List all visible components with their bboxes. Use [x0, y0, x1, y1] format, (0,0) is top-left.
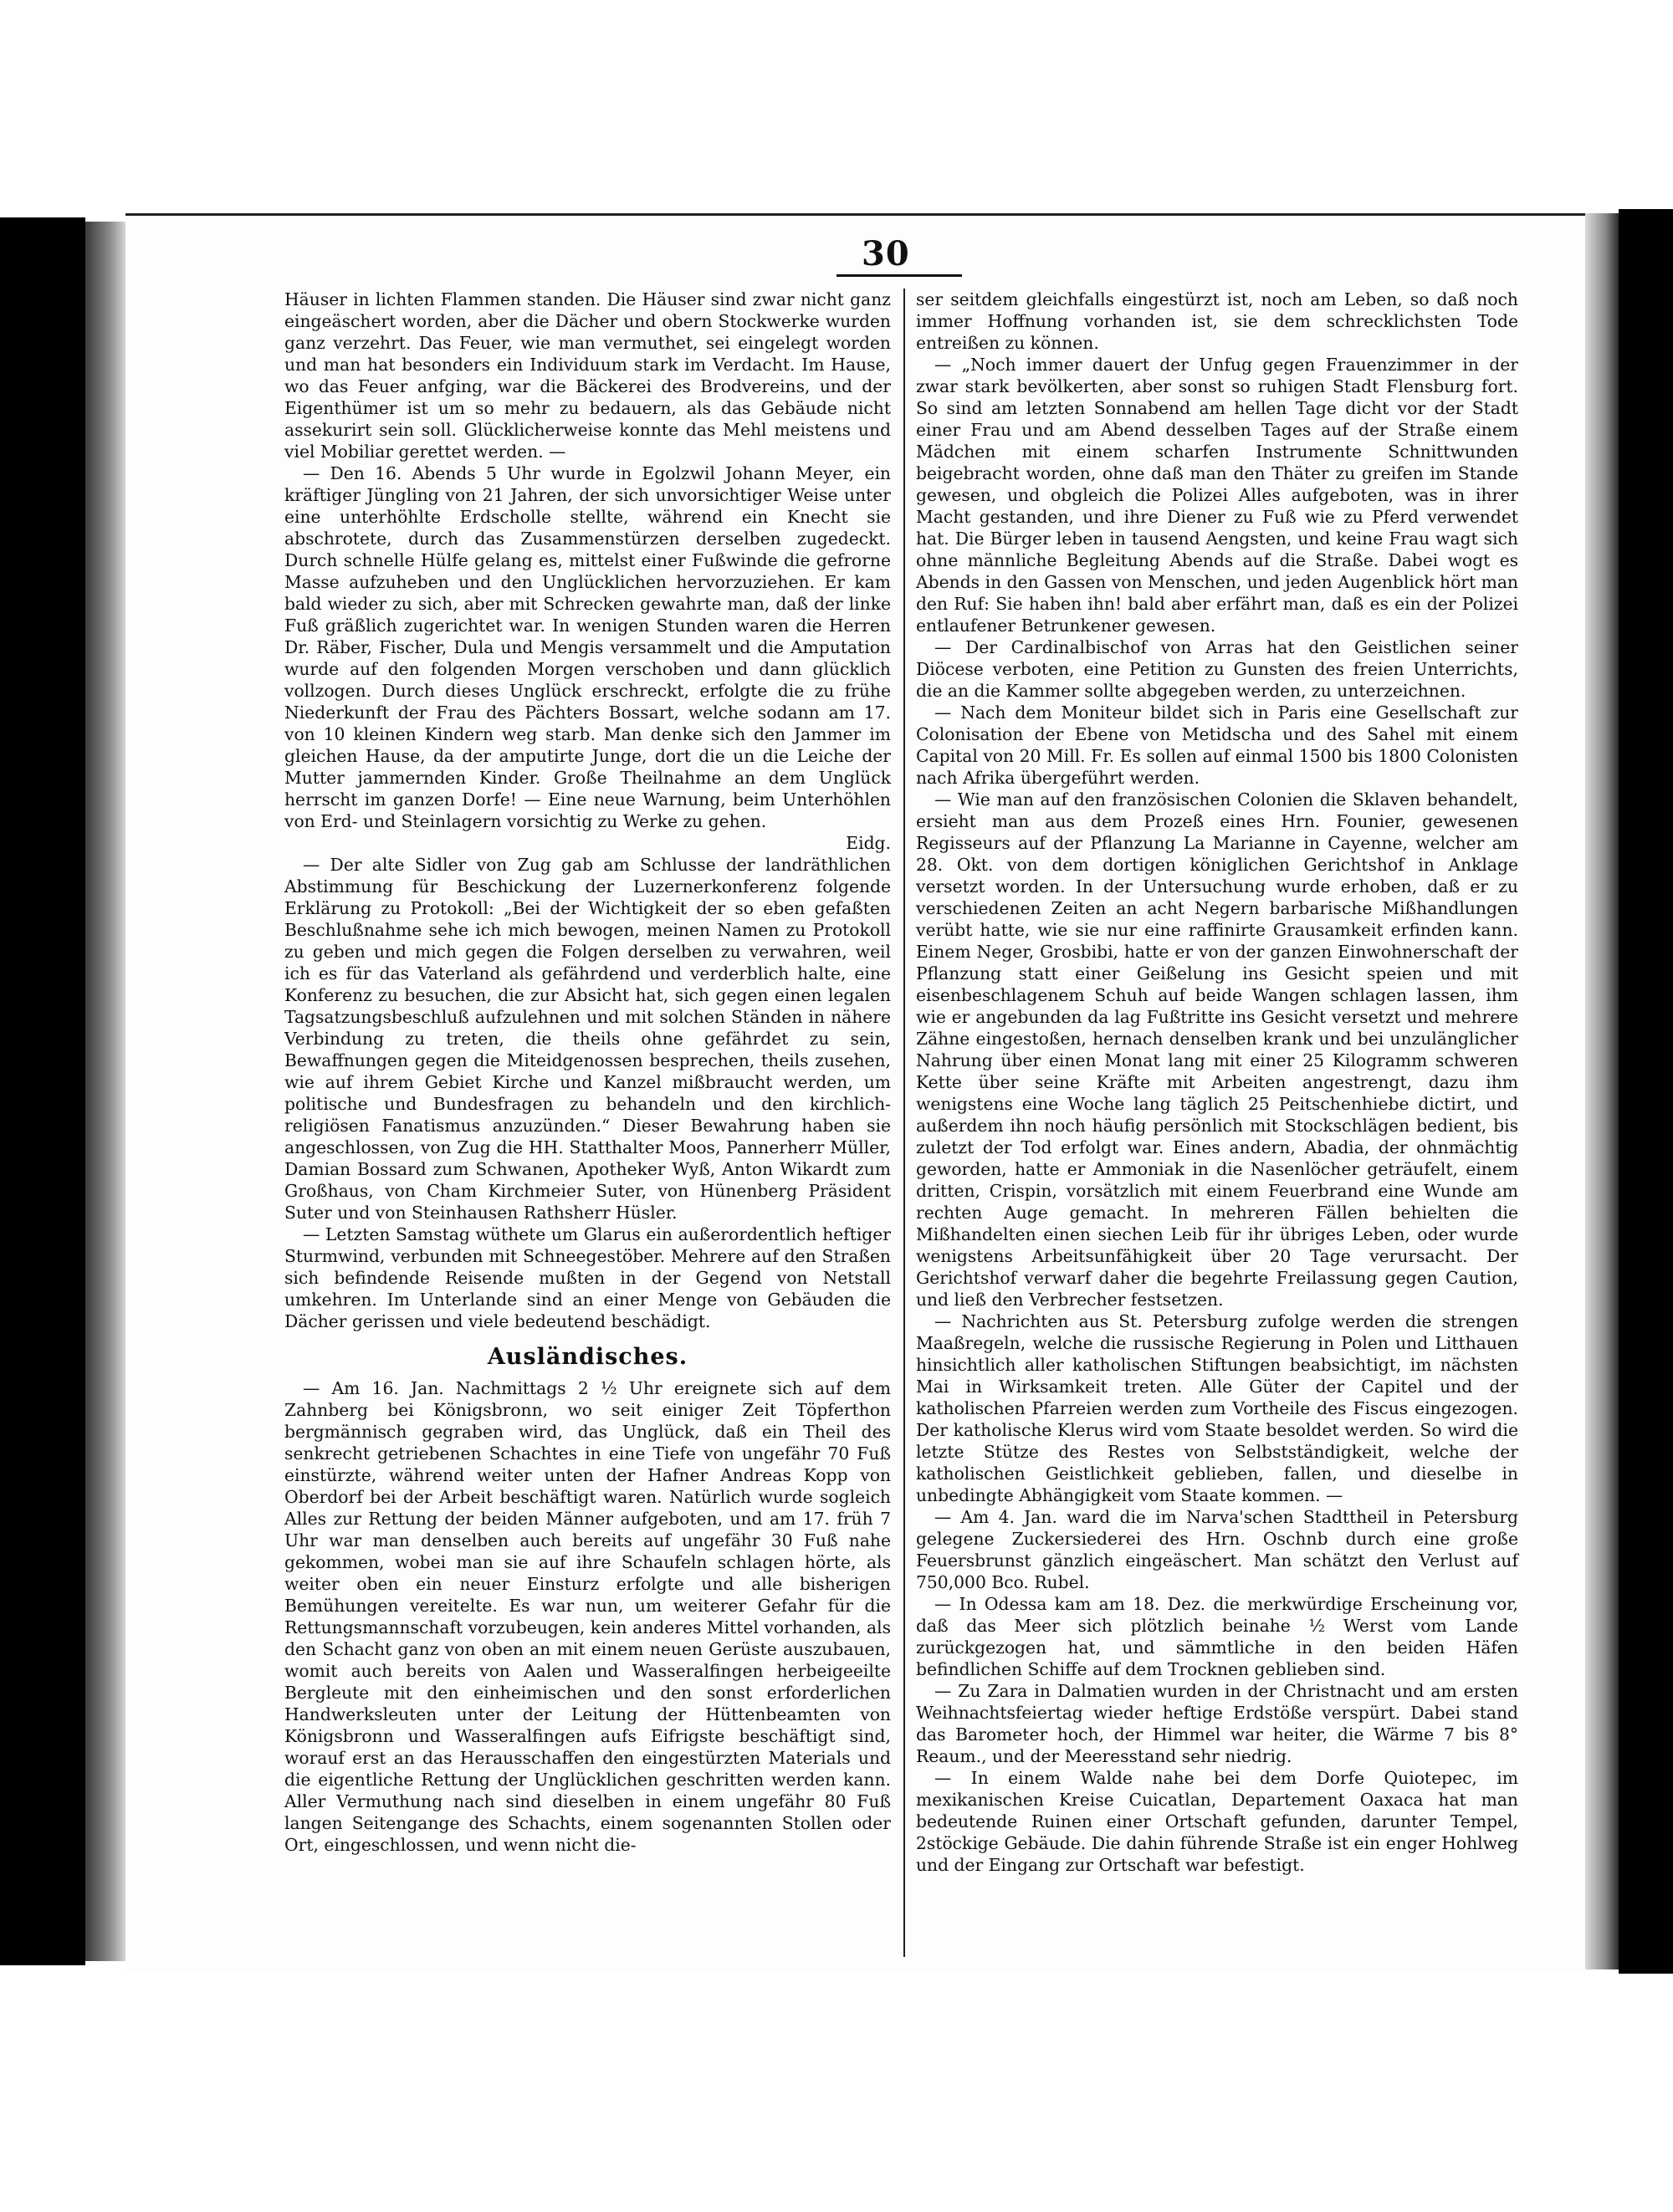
article-signature: Eidg.: [846, 833, 891, 853]
column-divider: [903, 289, 905, 1957]
article-odessa-sea: — In Odessa kam am 18. Dez. die merkwürdige Erscheinung vor, daß das Meer sich plötzlich beinahe ½ Werst vom Lande zurückgezogen hat, und sämmtliche in den beiden Häfen befindlichen Schiffe auf dem Trocknen geblieben sind.: [916, 1594, 1518, 1679]
article-egolzwil-text: — Den 16. Abends 5 Uhr wurde in Egolzwil Johann Meyer, ein kräftiger Jüngling von 21 Jahren, der sich unvorsichtiger Weise unter eine unterhöhlte Erdscholle stellte, während ein Knecht sie abschrotete, durch das Zusammenstürzen derselben zugedeckt. Durch schnelle Hülfe gelang es, mittelst einer Fußwinde die gefrorne Masse aufzuheben und den Unglücklichen hervorzuziehen. Er kam bald wieder zu sich, aber mit Schrecken gewahrte man, daß der linke Fuß gräßlich zugerichtet war. In wenigen Stunden waren die Herren Dr. Räber, Fischer, Dula und Mengis versammelt und die Amputation wurde auf den folgenden Morgen verschoben und dann glücklich vollzogen. Durch dieses Unglück erschreckt, erfolgte die zu frühe Niederkunft der Frau des Pächters Bossart, welche sodann am 17. von 10 kleinen Kindern weg starb. Man denke sich den Jammer im gleichen Hause, da der amputirte Junge, dort die un die Leiche der Mutter jammernden Kinder. Große Theilnahme an dem Unglück herrscht im ganzen Dorfe! — Eine neue Warnung, beim Unterhöhlen von Erd- und Steinlagern vorsichtig zu Werke zu gehen.: [284, 463, 891, 831]
article-petersburg-catholic: — Nachrichten aus St. Petersburg zufolge werden die strengen Maaßregeln, welche die russische Regierung in Polen und Litthauen hinsichtlich aller katholischen Stiftungen beabsichtigt, im nächsten Mai in Wirksamkeit treten. Alle Güter der Capitel und der katholischen Pfarreien werden zum Vortheile des Fiscus eingezogen. Der katholische Klerus wird vom Staate besoldet werden. So wird die letzte Stütze des Restes von Selbstständigkeit, welche der katholischen Geistlichkeit geblieben, fallen, und dieselbe in unbedingte Abhängigkeit vom Staate kommen. —: [916, 1311, 1518, 1505]
article-petersburg-fire: — Am 4. Jan. ward die im Narva'schen Stadttheil in Petersburg gelegene Zuckersiederei des Hrn. Oschnb durch eine große Feuersbrunst gänzlich eingeäschert. Man schätzt den Verlust auf 750,000 Bco. Rubel.: [916, 1507, 1518, 1592]
article-zara-earthquake: — Zu Zara in Dalmatien wurden in der Christnacht und am ersten Weihnachtsfeiertag wieder heftige Erdstöße verspürt. Dabei stand das Barometer hoch, der Himmel war heiter, die Wärme 7 bis 8° Reaum., und der Meeresstand sehr niedrig.: [916, 1681, 1518, 1766]
article-fire-continued: Häuser in lichten Flammen standen. Die Häuser sind zwar nicht ganz eingeäschert worden, aber die Dächer und obern Stockwerke wurden ganz verzehrt. Das Feuer, wie man vermuthet, sei eingelegt worden und man hat besonders ein Individuum stark im Verdacht. Im Hause, wo das Feuer anfging, war die Bäckerei des Brodvereins, und der Eigenthümer ist um so mehr zu bedauern, als das Gebäude nicht assekurirt sein soll. Glücklicherweise konnte das Mehl meistens und viel Mobiliar gerettet werden. —: [284, 289, 891, 462]
article-koenigsbronn-mine: — Am 16. Jan. Nachmittags 2 ½ Uhr ereignete sich auf dem Zahnberg bei Königsbronn, wo seit einiger Zeit Töpferthon bergmännisch gegraben wird, das Unglück, daß ein Theil des senkrecht getriebenen Schachtes in eine Tiefe von ungefähr 70 Fuß einstürzte, während weiter unten der Hafner Andreas Kopp von Oberdorf bei der Arbeit beschäftigt waren. Natürlich wurde sogleich Alles zur Rettung der beiden Männer aufgeboten, und am 17. früh 7 Uhr war man denselben auch bereits auf ungefähr 30 Fuß nahe gekommen, wobei man sie auf ihre Schaufeln schlagen hörte, als weiter oben ein neuer Einsturz erfolgte und alle bisherigen Bemühungen vereitelte. Es war nun, um weiterer Gefahr für die Rettungsmannschaft vorzubeugen, kein anderes Mittel vorhanden, als den Schacht ganz von oben an mit einem neuen Gerüste auszubauen, womit auch bereits von Aalen und Wasseralfingen herbeigeeilte Bergleute mit den einheimischen und den sonst erforderlichen Handwerksleuten unter der Leitung der Hüttenbeamten von Königsbronn und Wasseralfingen aufs Eifrigste beschäftigt sind, worauf erst an das Herausschaffen den eingestürzten Materials und die eigentliche Rettung der Unglücklichen geschritten werden kann. Aller Vermuthung nach sind dieselben in einem ungefähr 80 Fuß langen Seitengange des Schachts, einem sogenannten Stollen oder Ort, eingeschlossen, und wenn nicht die-: [284, 1378, 891, 1855]
article-moniteur-colonisation: — Nach dem Moniteur bildet sich in Paris eine Gesellschaft zur Colonisation der Ebene von Metidscha und des Sahel mit einem Capital von 20 Mill. Fr. Es sollen auf einmal 1500 bis 1800 Colonisten nach Afrika übergeführt werden.: [916, 702, 1518, 788]
scan-left-edge: [0, 217, 85, 1965]
article-flensburg: — „Noch immer dauert der Unfug gegen Frauenzimmer in der zwar stark bevölkerten, aber sonst so ruhigen Stadt Flensburg fort. So sind am letzten Sonnabend am hellen Tage dicht vor der Stadt einer Frau und am Abend desselben Tages auf der Straße einem Mädchen mit einem scharfen Instrumente Schnittwunden beigebracht worden, ohne daß man den Thäter zu greifen im Stande gewesen, und obgleich die Polizei Alles aufgeboten, was in ihrer Macht gestanden, und ihre Diener zu Fuß wie zu Pferd verwendet hat. Die Bürger leben in tausend Aengsten, und keine Frau wagt sich ohne männliche Begleitung Abends auf die Straße. Dabei wogt es Abends in den Gassen von Menschen, und jeden Augenblick hört man den Ruf: Sie haben ihn! bald aber erfährt man, daß es ein der Polizei entlaufener Betrunkener gewesen.: [916, 355, 1518, 636]
book-gutter-right: [1585, 213, 1619, 1969]
scan-right-edge: [1619, 209, 1673, 1974]
book-gutter-left: [85, 222, 125, 1961]
article-arras-bishop: — Der Cardinalbischof von Arras hat den Geistlichen seiner Diöcese verboten, eine Petition zu Gunsten des freien Unterrichts, die an die Kammer sollte abgegeben werden, zu unterzeichnen.: [916, 637, 1518, 701]
left-column: [284, 289, 891, 1856]
article-slaves-cayenne: — Wie man auf den französischen Colonien die Sklaven behandelt, ersieht man aus dem Prozeß eines Hrn. Founier, gewesenen Regisseurs auf der Pflanzung La Marianne in Cayenne, welcher am 28. Okt. von dem dortigen königlichen Gerichtshof in Anklage versetzt worden. In der Untersuchung wurde erhoben, daß er zu verschiedenen Zeiten an acht Negern barbarische Mißhandlungen verübt hatte, wie sie nur eine raffinirte Grausamkeit erfinden kann. Einem Neger, Grosbibi, hatte er von der ganzen Einwohnerschaft der Pflanzung statt einer Geißelung ins Gesicht speien und mit eisenbeschlagenem Schuh auf beide Wangen schlagen lassen, ihm wie er angebunden da lag Fußtritte ins Gesicht versetzt und mehrere Zähne eingestoßen, hernach denselben krank und bei unzulänglicher Nahrung über einen Monat lang mit einer 25 Kilogramm schweren Kette über seine Kräfte mit Arbeiten angestrengt, dazu ihm wenigstens eine Woche lang täglich 25 Peitschenhiebe dictirt, und außerdem ihn noch häufig persönlich mit Stockschlägen bedient, bis zuletzt der Tod erfolgt war. Eines andern, Abadia, der ohnmächtig geworden, hatte er Ammoniak in die Nasenlöcher geträufelt, einem dritten, Crispin, vorsätzlich mit einem Feuerbrand eine Wunde am rechten Auge gemacht. In mehreren Fällen behielten die Mißhandelten einen siechen Leib für ihr übriges Leben, oder wurde wenigstens Arbeitsunfähigkeit über 20 Tage verursacht. Der Gerichtshof verwarf daher die begehrte Freilassung gegen Caution, und ließ den Verbrecher festsetzen.: [916, 789, 1518, 1310]
article-glarus-storm: — Letzten Samstag wüthete um Glarus ein außerordentlich heftiger Sturmwind, verbunden mit Schneegestöber. Mehrere auf den Straßen sich befindende Reisende mußten in der Gegend von Netstall umkehren. Im Unterlande sind an einer Menge von Gebäuden die Dächer gerissen und viele bedeutend beschädigt.: [284, 1224, 891, 1331]
article-egolzwil-accident: [284, 462, 891, 854]
page-number: 30: [862, 234, 910, 273]
scan-border-top: [0, 0, 1673, 96]
article-oaxaca-ruins: — In einem Walde nahe bei dem Dorfe Quiotepec, im mexikanischen Kreise Cuicatlan, Departement Oaxaca hat man bedeutende Ruinen einer Ortschaft gefunden, darunter Tempel, 2stöckige Gebäude. Die dahin führende Straße ist ein enger Hohlweg und der Eingang zur Ortschaft war befestigt.: [916, 1768, 1518, 1875]
page-number-rule: [836, 274, 962, 277]
section-title-auslaendisches: Ausländisches.: [487, 1344, 688, 1370]
right-column: [916, 289, 1518, 1876]
article-zug-declaration: — Der alte Sidler von Zug gab am Schlusse der landräthlichen Abstimmung für Beschickung der Luzernerkonferenz folgende Erklärung zu Protokoll: „Bei der Wichtigkeit der so eben gefaßten Beschlußnahme sehe ich mich bewogen, meinen Namen zu Protokoll zu geben und mich gegen die Folgen derselben zu verwahren, weil ich es für das Vaterland als gefährdend und verderblich halte, eine Konferenz zu besuchen, die zur Absicht hat, sich gegen einen legalen Tagsatzungsbeschluß aufzulehnen und mit solchen Ständen in nähere Verbindung zu treten, die theils ohne gefährdet zu sein, Bewaffnungen gegen die Miteidgenossen besprechen, theils zusehen, wie auf ihrem Gebiet Kirche und Kanzel mißbraucht werden, um politische und Bundesfragen zu behandeln und den kirchlich-religiösen Fanatismus anzuzünden.“ Dieser Bewahrung haben sie angeschlossen, von Zug die HH. Statthalter Moos, Pannerherr Müller, Damian Bossard zum Schwanen, Apotheker Wyß, Anton Wikardt zum Großhaus, von Cham Kirchmeier Suter, von Hünenberg Präsident Suter und von Steinhausen Rathsherr Hüsler.: [284, 855, 891, 1223]
article-mine-continued: ser seitdem gleichfalls eingestürzt ist, noch am Leben, so daß noch immer Hoffnung vorhanden ist, sie dem schrecklichsten Tode entreißen zu können.: [916, 289, 1518, 353]
